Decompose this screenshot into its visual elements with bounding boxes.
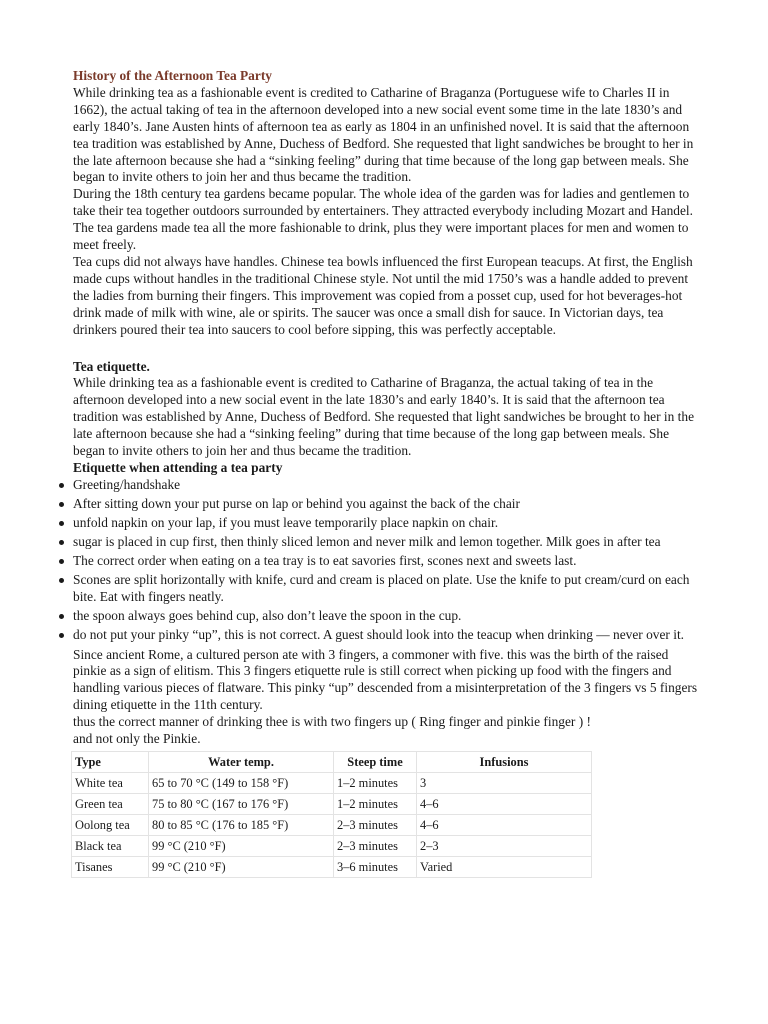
table-cell: 2–3 — [417, 835, 592, 856]
list-item-text: the spoon always goes behind cup, also don’t leave the spoon in the cup. — [73, 608, 462, 624]
list-item-text: sugar is placed in cup first, then thinly sliced lemon and never milk and lemon together. Milk goes in after tea — [73, 534, 661, 550]
table-cell: 4–6 — [417, 793, 592, 814]
table-cell: Tisanes — [72, 856, 149, 877]
table-cell: Green tea — [72, 793, 149, 814]
history-paragraph-2: During the 18th century tea gardens became popular. The whole idea of the garden was for ladies and gentlemen to take their tea together outdoors surrounded by entertainers. They attracted everybody including Mozart and Handel. The tea gardens made tea all the more fashionable to drink, plus they were important places for men and women to meet freely. — [73, 186, 693, 253]
column-header-type: Type — [72, 751, 149, 772]
list-item-text: do not put your pinky “up”, this is not correct. A guest should look into the teacup when drinking — never over it. — [73, 627, 685, 643]
table-row — [72, 793, 592, 814]
table-cell: 65 to 70 °C (149 to 158 °F) — [149, 772, 334, 793]
table-cell: 2–3 minutes — [334, 814, 417, 835]
etiquette-paragraph: While drinking tea as a fashionable event is credited to Catharine of Braganza, the actual taking of tea in the afternoon developed into a new social event in the late 1830’s and early 1840’s. It is said that the afternoon tea tradition was established by Anne, Duchess of Bedford. She requested that light sandwiches be brought to her in the late afternoon because she had a “sinking feeling” during that time because of the long gap between meals. She began to invite others to join her and thus became the tradition. — [73, 375, 695, 459]
table-cell: 1–2 minutes — [334, 772, 417, 793]
table-cell: 75 to 80 °C (167 to 176 °F) — [149, 793, 334, 814]
column-header-water-temp: Water temp. — [149, 751, 334, 772]
etiquette-heading: Tea etiquette. — [73, 358, 150, 374]
list-item — [59, 477, 701, 494]
list-item-text: After sitting down your put purse on lap or behind you against the back of the chair — [73, 495, 520, 511]
list-item — [59, 515, 701, 532]
table-cell: 80 to 85 °C (176 to 185 °F) — [149, 814, 334, 835]
document-page — [73, 68, 701, 878]
table-cell: White tea — [72, 772, 149, 793]
table-cell: 99 °C (210 °F) — [149, 835, 334, 856]
list-item — [59, 627, 701, 644]
etiquette-list — [59, 477, 701, 644]
party-etiquette-heading: Etiquette when attending a tea party — [73, 459, 283, 475]
table-cell: 99 °C (210 °F) — [149, 856, 334, 877]
column-header-steep-time: Steep time — [334, 751, 417, 772]
list-item — [59, 608, 701, 625]
closing-line-1: thus the correct manner of drinking thee is with two fingers up ( Ring finger and pinkie finger ) ! — [73, 714, 592, 730]
list-item — [59, 534, 701, 551]
list-item-text: unfold napkin on your lap, if you must leave temporarily place napkin on chair. — [73, 515, 499, 531]
bullet-dot-icon — [59, 502, 64, 507]
table-row — [72, 856, 592, 877]
table-cell: 1–2 minutes — [334, 793, 417, 814]
bullet-dot-icon — [59, 559, 64, 564]
pinky-paragraph: Since ancient Rome, a cultured person ate with 3 fingers, a commoner with five. this was the birth of the raised pinkie as a sign of elitism. This 3 fingers etiquette rule is still correct when picking up food with the fingers and handling various pieces of flatware. This pinky “up” descended from a misinterpretation of the 3 fingers vs 5 fingers dining etiquette in the 11th century. — [73, 646, 698, 713]
list-item-text: The correct order when eating on a tea tray is to eat savories first, scones next and sweets last. — [73, 553, 577, 569]
closing-line-2: and not only the Pinkie. — [73, 731, 201, 747]
history-paragraph-1: While drinking tea as a fashionable event is credited to Catharine of Braganza (Portuguese wife to Charles II in 1662), the actual taking of tea in the afternoon developed into a new social event some time in the late 1830’s and early 1840’s. Jane Austen hints of afternoon tea as early as 1804 in an unfinished novel. It is said that the afternoon tea tradition was established by Anne, Duchess of Bedford. She requested that light sandwiches be brought to her in the late afternoon because she had a “sinking feeling” during that time because of the long gap between meals. She began to invite others to join her and thus became the tradition. — [73, 84, 694, 185]
list-item-text: Greeting/handshake — [73, 476, 181, 492]
table-row — [72, 772, 592, 793]
bullet-dot-icon — [59, 521, 64, 526]
list-item — [59, 553, 701, 570]
table-header-row — [72, 751, 592, 772]
section-spacer — [73, 339, 701, 359]
table-cell: 4–6 — [417, 814, 592, 835]
table-cell: 3–6 minutes — [334, 856, 417, 877]
bullet-dot-icon — [59, 633, 64, 638]
table-cell: 3 — [417, 772, 592, 793]
list-item — [59, 572, 701, 606]
table-cell: Varied — [417, 856, 592, 877]
history-paragraph-3: Tea cups did not always have handles. Chinese tea bowls influenced the first European teacups. At first, the English made cups without handles in the traditional Chinese style. Not until the mid 1750’s was a handle added to prevent the ladies from burning their fingers. This improvement was copied from a posset cup, used for hot beverages-hot drink made of milk with wine, ale or spirits. The saucer was once a small dish for sauce. In Victorian days, tea drinkers poured their tea into saucers to cool before sipping, this was perfectly acceptable. — [73, 253, 693, 337]
table-cell: Black tea — [72, 835, 149, 856]
bullet-dot-icon — [59, 578, 64, 583]
table-row — [72, 814, 592, 835]
list-item-text: Scones are split horizontally with knife, curd and cream is placed on plate. Use the knife to put cream/curd on each bite. Eat with fingers neatly. — [73, 572, 690, 605]
table-cell: 2–3 minutes — [334, 835, 417, 856]
column-header-infusions: Infusions — [417, 751, 592, 772]
bullet-dot-icon — [59, 614, 64, 619]
table-row — [72, 835, 592, 856]
tea-steeping-table — [71, 751, 592, 878]
table-cell: Oolong tea — [72, 814, 149, 835]
bullet-dot-icon — [59, 483, 64, 488]
document-title: History of the Afternoon Tea Party — [73, 68, 272, 83]
bullet-dot-icon — [59, 540, 64, 545]
list-item — [59, 496, 701, 513]
